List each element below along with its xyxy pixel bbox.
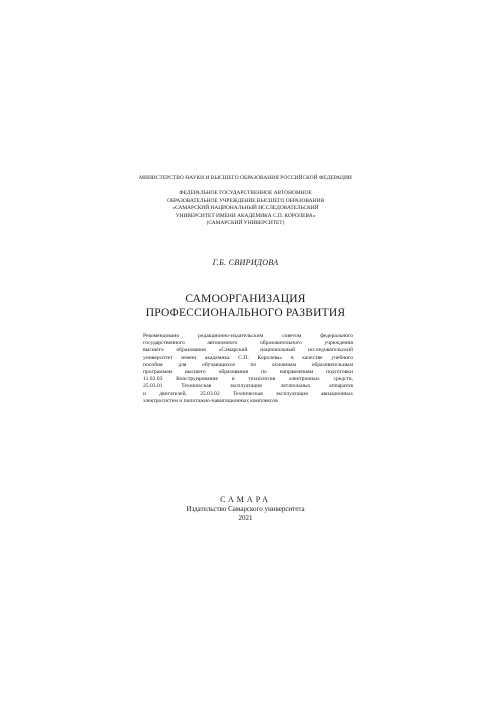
book-title-line: САМООРГАНИЗАЦИЯ <box>185 293 306 305</box>
ministry-name: МИНИСТЕРСТВО НАУКИ И ВЫСШЕГО ОБРАЗОВАНИЯ РОССИЙСКОЙ ФЕДЕРАЦИИ <box>139 175 352 181</box>
recommendation-text <box>143 333 353 405</box>
recommendation-line: 25.03.01 Техническая эксплуатация летательных аппаратов <box>143 383 353 390</box>
recommendation-line: государственного автономного образовательного учреждения <box>143 340 353 347</box>
publication-year: 2021 <box>238 514 253 522</box>
recommendation-line: пособия для обучающихся по основным образовательным <box>143 361 353 368</box>
recommendation-line: университет имени академика С.П. Королева» в качестве учебного <box>143 354 353 361</box>
institution-name <box>0 190 491 228</box>
recommendation-line: высшего образования «Самарский национальный исследовательский <box>143 347 353 354</box>
institution-line: УНИВЕРСИТЕТ ИМЕНИ АКАДЕМИКА С.П. КОРОЛЕВА» <box>175 212 316 219</box>
institution-line: ФЕДЕРАЛЬНОЕ ГОСУДАРСТВЕННОЕ АВТОНОМНОЕ <box>179 190 312 196</box>
publisher-name: Издательство Самарского университета <box>186 505 305 513</box>
institution-line: ОБРАЗОВАТЕЛЬНОЕ УЧРЕЖДЕНИЕ ВЫСШЕГО ОБРАЗОВАНИЯ <box>167 197 324 204</box>
author-name: Г.Б. СВИРИДОВА <box>212 258 279 267</box>
recommendation-line: электросистем и пилотажно-навигационных комплексов <box>143 397 278 404</box>
recommendation-line: программам высшего образования по направлениям подготовки <box>143 369 353 376</box>
institution-line: «САМАРСКИЙ НАЦИОНАЛЬНЫЙ ИССЛЕДОВАТЕЛЬСКИЙ <box>172 205 319 212</box>
book-title <box>0 292 491 320</box>
book-title-line: ПРОФЕССИОНАЛЬНОГО РАЗВИТИЯ <box>145 307 346 319</box>
recommendation-line: 11.03.03 Конструирование и технология электронных средств, <box>143 376 353 383</box>
publication-city: САМАРА <box>220 495 271 504</box>
institution-line: (САМАРСКИЙ УНИВЕРСИТЕТ) <box>206 220 285 227</box>
recommendation-line: и двигателей, 25.03.02 Техническая эксплуатация авиационных <box>143 390 353 397</box>
recommendation-line: Рекомендовано редакционно-издательским советом федерального <box>143 333 353 339</box>
